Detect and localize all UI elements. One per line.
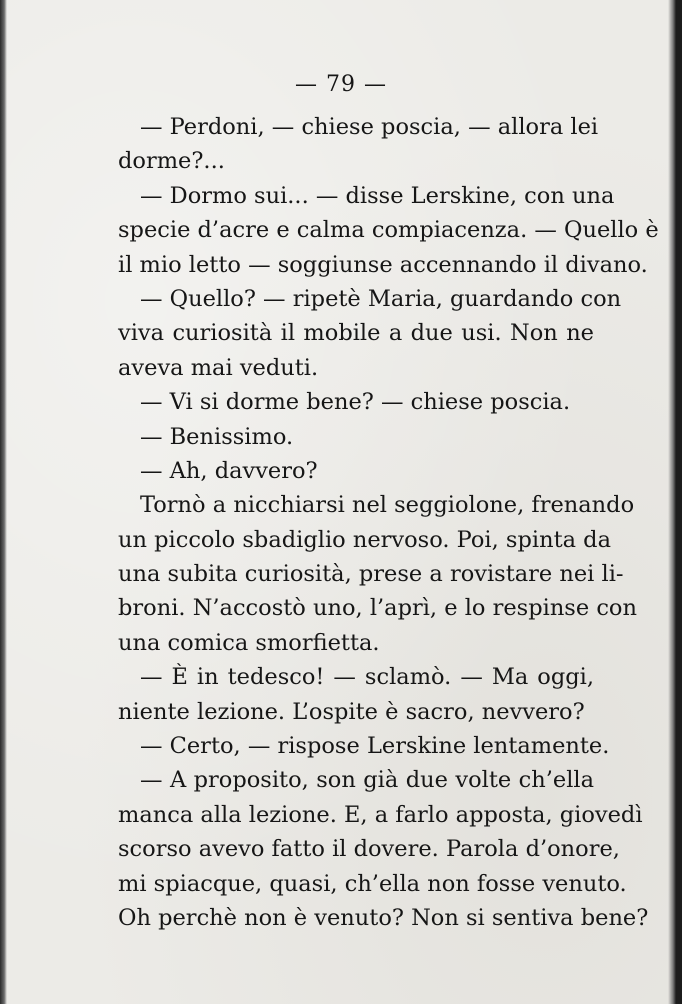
text-line: — Certo, — rispose Lerskine lentamente.	[140, 733, 610, 760]
text-line: — È in tedesco! — sclamò. — Ma oggi,	[140, 664, 594, 691]
text-line: — Perdoni, — chiese poscia, — allora lei	[140, 114, 599, 140]
text-line: una comica smorfietta.	[118, 629, 380, 656]
text-line: — Dormo sui... — disse Lerskine, con una	[140, 182, 615, 209]
page-binding-edge	[0, 0, 7, 1004]
body-text	[118, 110, 659, 935]
page-number: — 79 —	[295, 72, 387, 97]
text-line: una subita curiosità, prese a rovistare nei li-	[118, 561, 624, 588]
text-line: scorso avevo fatto il dovere. Parola d’onore,	[118, 836, 620, 863]
text-line: dorme?...	[118, 148, 225, 175]
text-line: aveva mai veduti.	[118, 354, 319, 381]
text-line: — Vi si dorme bene? — chiese poscia.	[140, 389, 571, 416]
text-line: viva curiosità il mobile a due usi. Non ne	[118, 320, 594, 347]
text-line: niente lezione. L’ospite è sacro, nevvero?	[118, 698, 585, 725]
text-line: il mio letto — soggiunse accennando il divano.	[118, 251, 648, 278]
text-line: un piccolo sbadiglio nervoso. Poi, spinta da	[118, 526, 611, 553]
text-line: Oh perchè non è venuto? Non si sentiva bene?	[118, 904, 649, 931]
text-line: — Ah, davvero?	[140, 457, 318, 484]
text-line: Tornò a nicchiarsi nel seggiolone, frenando	[140, 492, 635, 519]
text-line: specie d’acre e calma compiacenza. — Quello è	[118, 217, 659, 244]
text-line: — Quello? — ripetè Maria, guardando con	[140, 285, 622, 312]
text-line: mi spiacque, quasi, ch’ella non fosse venuto.	[118, 870, 627, 897]
text-line: broni. N’accostò uno, l’aprì, e lo respinse con	[118, 595, 637, 622]
page-outer-edge	[668, 0, 682, 1004]
text-line: — Benissimo.	[140, 423, 294, 450]
text-line: — A proposito, son già due volte ch’ella	[140, 767, 594, 794]
text-line: manca alla lezione. E, a farlo apposta, giovedì	[118, 801, 643, 828]
